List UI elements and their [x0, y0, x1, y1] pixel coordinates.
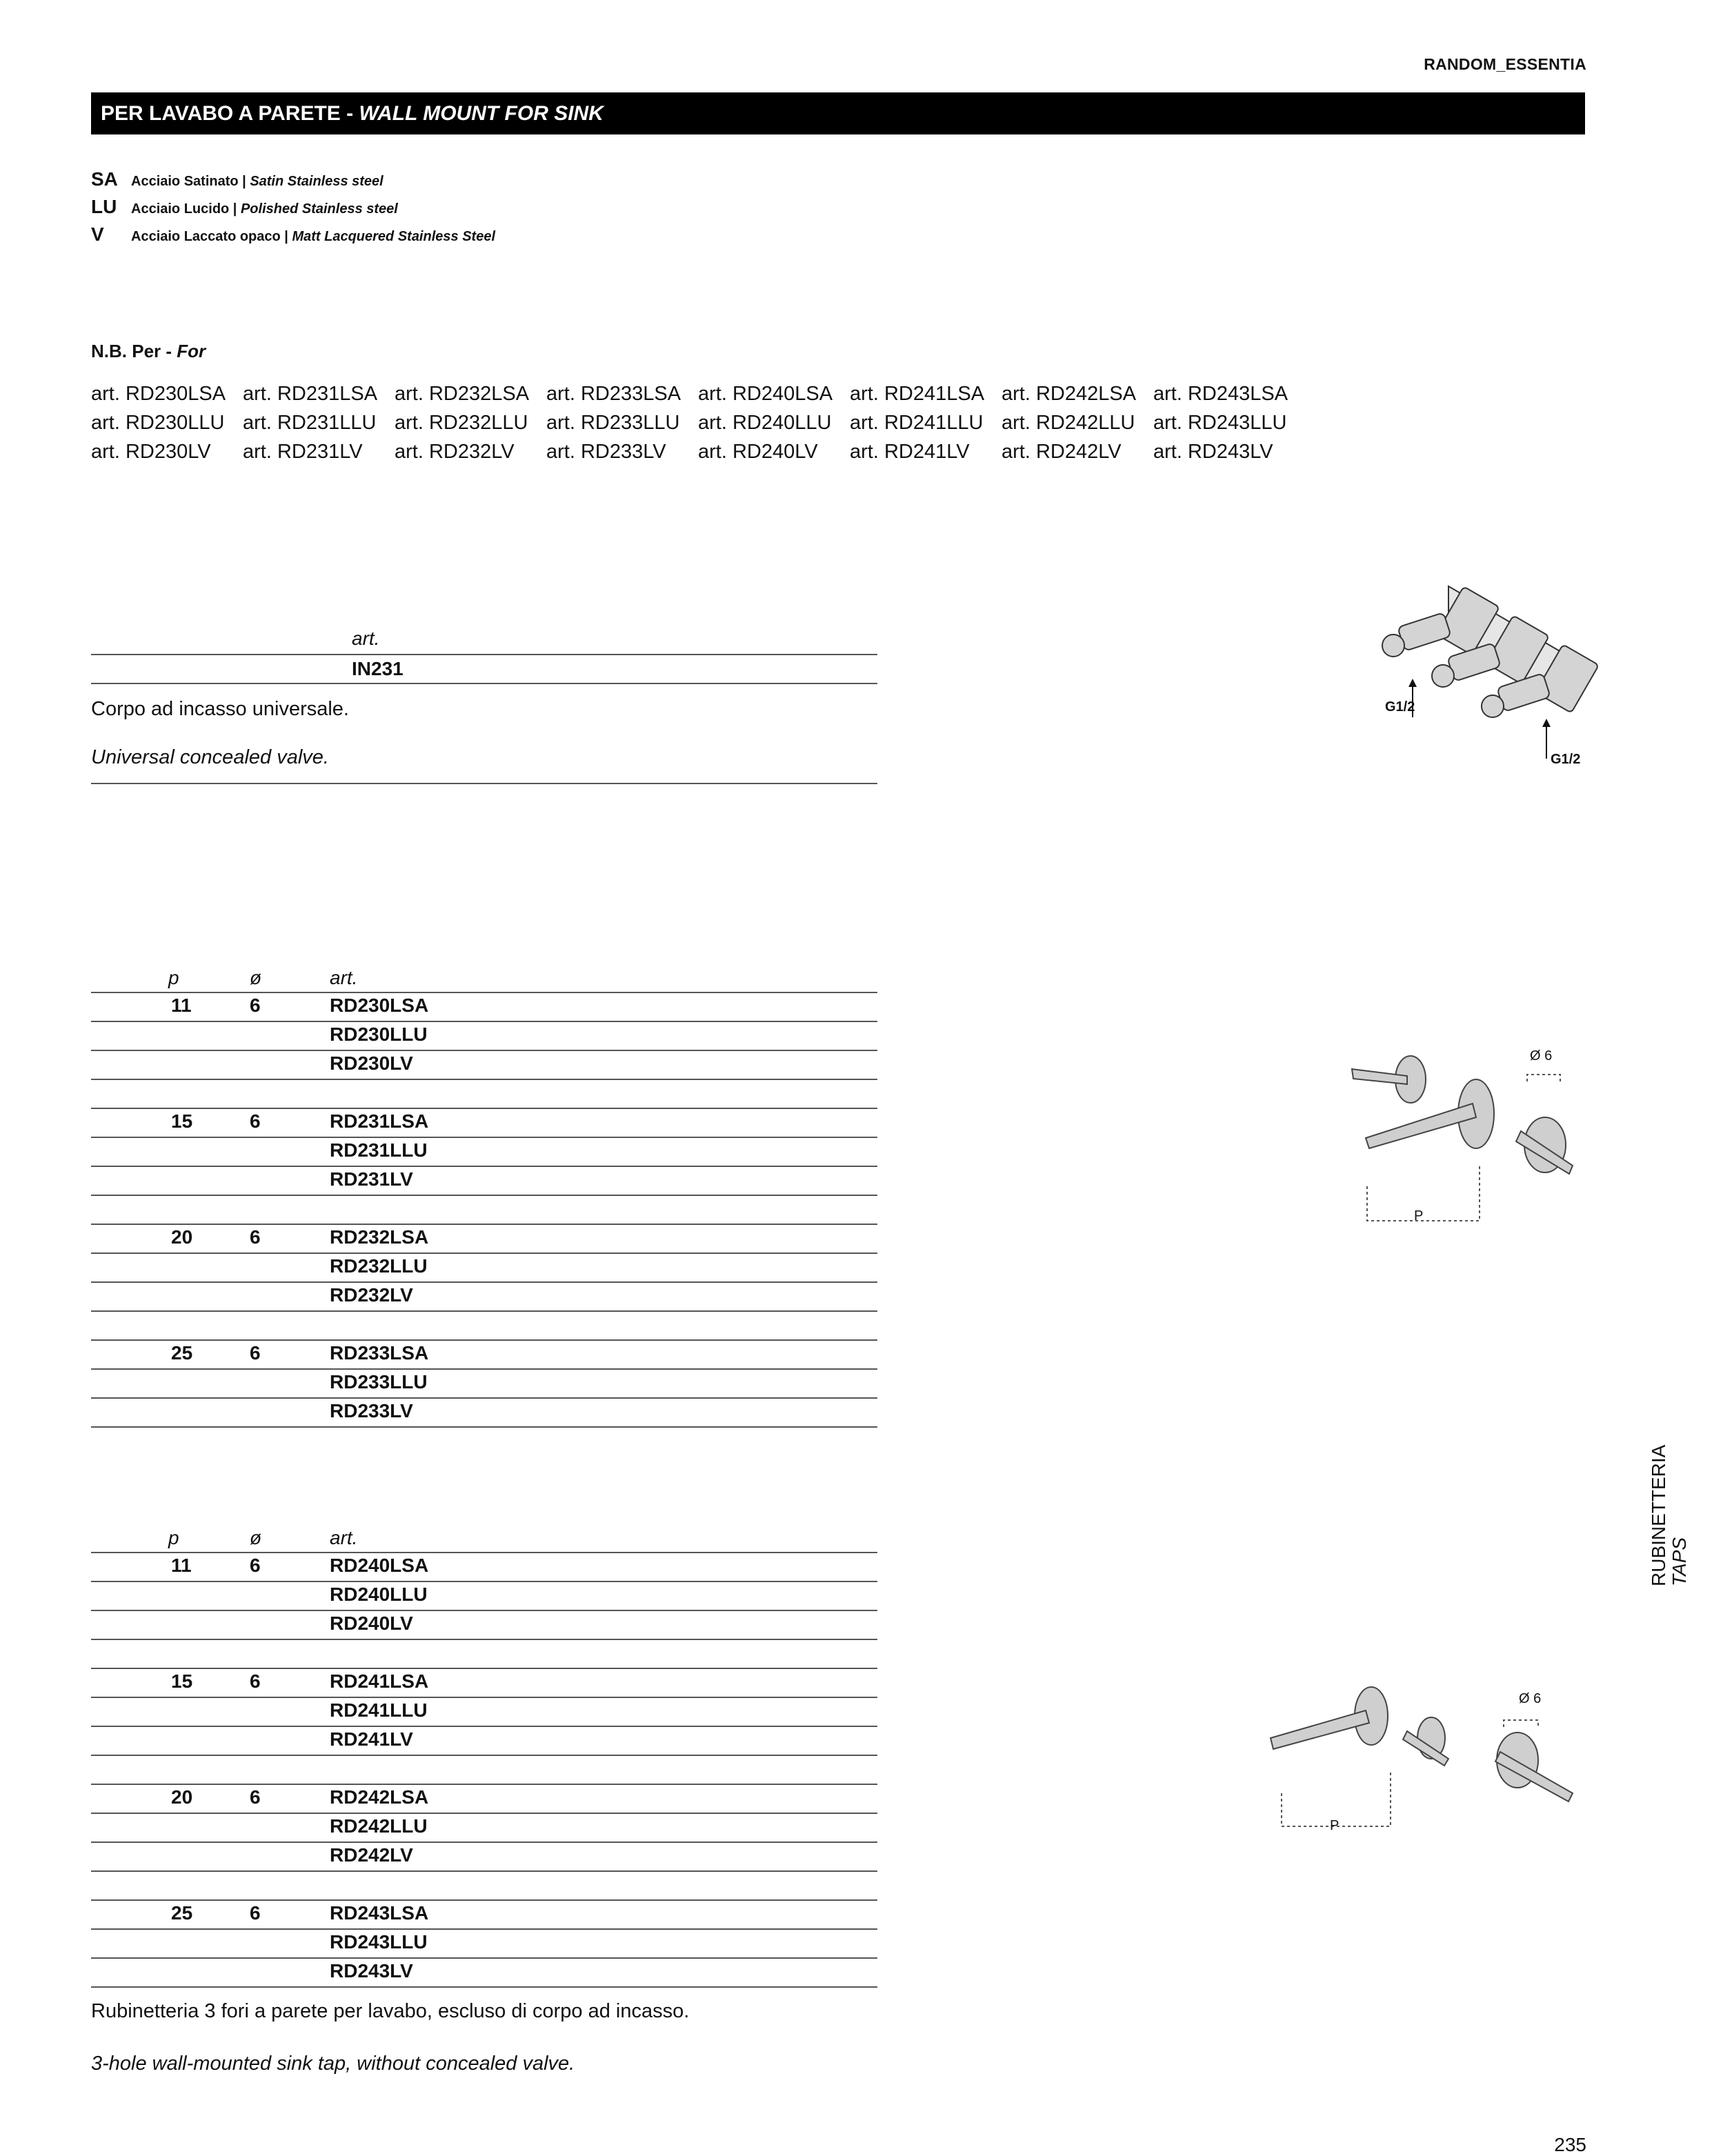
cell-art-code: RD240LV	[330, 1613, 413, 1634]
reference-item: art. RD231LSA	[243, 383, 378, 405]
nb-heading	[91, 341, 206, 362]
finish-desc-it: Acciaio Laccato opaco |	[131, 229, 292, 244]
divider	[91, 992, 877, 993]
cell-diameter: 6	[250, 1555, 261, 1576]
cell-art-code: RD243LV	[330, 1960, 413, 1982]
brand-name: RANDOM_ESSENTIA	[1424, 55, 1586, 73]
reference-item: art. RD232LSA	[395, 383, 530, 405]
reference-item: art. RD243LLU	[1153, 412, 1287, 434]
reference-item: art. RD240LLU	[698, 412, 832, 434]
divider	[91, 1610, 877, 1611]
reference-item: art. RD243LSA	[1153, 383, 1288, 405]
cell-art-code: RD240LLU	[330, 1584, 428, 1605]
finish-row-v	[91, 221, 495, 248]
cell-art-code: RD233LLU	[330, 1371, 428, 1393]
divider	[91, 1899, 877, 1901]
product-desc-en: 3-hole wall-mounted sink tap, without concealed valve.	[91, 2053, 575, 2075]
reference-item: art. RD232LLU	[395, 412, 528, 434]
tap-drawing-2	[1262, 1683, 1593, 1835]
cell-art-code: RD243LLU	[330, 1931, 428, 1953]
finish-desc-en: Satin Stainless steel	[250, 174, 384, 189]
finish-row-lu	[91, 193, 398, 221]
reference-item: art. RD240LSA	[698, 383, 833, 405]
reference-item: art. RD241LLU	[850, 412, 984, 434]
cell-p: 15	[171, 1110, 193, 1132]
divider	[91, 1668, 877, 1669]
finish-code: LU	[91, 196, 117, 217]
finish-desc-it: Acciaio Lucido |	[131, 201, 241, 217]
cell-art-code: RD231LLU	[330, 1139, 428, 1161]
cell-art-code: RD242LLU	[330, 1815, 428, 1837]
divider	[91, 1195, 877, 1196]
reference-item: art. RD243LV	[1153, 441, 1273, 463]
cell-p: 15	[171, 1670, 193, 1692]
product-desc-it: Rubinetteria 3 fori a parete per lavabo, escluso di corpo ad incasso.	[91, 2000, 690, 2022]
concealed-valve-drawing	[1366, 579, 1600, 779]
cell-art-code: RD241LV	[330, 1728, 413, 1750]
finish-desc-it: Acciaio Satinato |	[131, 174, 250, 189]
cell-art-code: RD230LLU	[330, 1024, 428, 1045]
divider	[91, 1368, 877, 1370]
reference-item: art. RD231LV	[243, 441, 363, 463]
divider	[91, 1581, 877, 1582]
finish-desc-en: Matt Lacquered Stainless Steel	[292, 229, 495, 244]
finish-code: SA	[91, 168, 118, 190]
reference-column	[91, 379, 226, 466]
column-header-p: p	[168, 1527, 179, 1548]
cell-p: 11	[171, 995, 192, 1016]
nb-label-en: For	[177, 341, 206, 361]
cell-art-code: RD243LSA	[330, 1902, 429, 1924]
divider	[91, 1050, 877, 1051]
cell-art-code: RD232LLU	[330, 1255, 428, 1277]
divider	[91, 1166, 877, 1167]
cell-diameter: 6	[250, 1226, 261, 1248]
inlet-label-right: G1/2	[1551, 752, 1581, 767]
reference-item: art. RD241LSA	[850, 383, 985, 405]
reference-item: art. RD232LV	[395, 441, 515, 463]
side-label-en: TAPS	[1669, 1537, 1690, 1586]
finish-code: V	[91, 223, 104, 245]
reference-column	[243, 379, 377, 466]
divider	[91, 1697, 877, 1698]
reference-column	[395, 379, 529, 466]
finish-desc-en: Polished Stainless steel	[240, 201, 398, 217]
nb-label: N.B. Per -	[91, 341, 177, 361]
cell-art-code: RD233LSA	[330, 1342, 429, 1364]
valve-desc-en: Universal concealed valve.	[91, 746, 329, 768]
column-header-diameter: ø	[250, 1527, 262, 1548]
reference-item: art. RD230LV	[91, 441, 211, 463]
column-header-diameter: ø	[250, 967, 262, 988]
section-title-en: WALL MOUNT FOR SINK	[359, 102, 604, 125]
cell-art-code: RD231LV	[330, 1168, 413, 1190]
reference-item: art. RD233LLU	[546, 412, 680, 434]
divider	[91, 683, 877, 684]
cell-diameter: 6	[250, 1110, 261, 1132]
column-header-art: art.	[330, 967, 358, 988]
divider	[91, 1928, 877, 1930]
divider	[91, 1813, 877, 1814]
cell-p: 20	[171, 1786, 193, 1808]
cell-art-code: RD240LSA	[330, 1555, 429, 1576]
divider	[91, 1281, 877, 1283]
cell-p: 20	[171, 1226, 193, 1248]
reference-item: art. RD241LV	[850, 441, 970, 463]
divider	[91, 1137, 877, 1138]
cell-art-code: RD230LSA	[330, 995, 429, 1016]
valve-desc-it: Corpo ad incasso universale.	[91, 698, 349, 720]
tap-drawing-1	[1338, 1048, 1600, 1228]
section-title-it: PER LAVABO A PARETE -	[101, 102, 359, 125]
cell-diameter: 6	[250, 1670, 261, 1692]
cell-art-code: RD232LV	[330, 1284, 413, 1306]
reference-column	[1153, 379, 1288, 466]
reference-column	[698, 379, 833, 466]
cell-art-code: RD241LSA	[330, 1670, 429, 1692]
reference-item: art. RD230LSA	[91, 383, 226, 405]
cell-diameter: 6	[250, 1786, 261, 1808]
reference-column	[1002, 379, 1136, 466]
reference-item: art. RD231LLU	[243, 412, 377, 434]
divider	[91, 1841, 877, 1843]
cell-art-code: RD241LLU	[330, 1699, 428, 1721]
divider	[91, 1986, 877, 1988]
divider	[91, 1639, 877, 1640]
finish-row-sa	[91, 166, 384, 193]
column-header-art: art.	[330, 1527, 358, 1548]
cell-diameter: 6	[250, 1342, 261, 1364]
divider	[91, 1021, 877, 1022]
inlet-label-left: G1/2	[1385, 699, 1415, 715]
divider	[91, 1224, 877, 1225]
reference-item: art. RD233LSA	[546, 383, 681, 405]
reference-item: art. RD242LSA	[1002, 383, 1137, 405]
reference-item: art. RD242LV	[1002, 441, 1122, 463]
side-category-label	[1648, 1444, 1704, 1586]
cell-art-code: RD242LV	[330, 1844, 413, 1866]
reference-item: art. RD240LV	[698, 441, 818, 463]
cell-p: 25	[171, 1342, 193, 1364]
reference-column	[546, 379, 681, 466]
divider	[91, 1552, 877, 1553]
divider	[91, 1426, 877, 1428]
divider	[91, 1339, 877, 1341]
cell-art-code: RD233LV	[330, 1400, 413, 1421]
divider	[91, 1310, 877, 1312]
reference-item: art. RD242LLU	[1002, 412, 1135, 434]
divider	[91, 1726, 877, 1727]
cell-art-code: RD242LSA	[330, 1786, 429, 1808]
p-label-1: P	[1414, 1208, 1424, 1224]
divider	[91, 654, 877, 655]
valve-code: IN231	[352, 658, 404, 679]
reference-item: art. RD230LLU	[91, 412, 225, 434]
cell-diameter: 6	[250, 995, 261, 1016]
divider	[91, 783, 877, 784]
divider	[91, 1957, 877, 1959]
section-title-bar	[91, 92, 1585, 134]
divider	[91, 1079, 877, 1080]
p-label-2: P	[1330, 1818, 1339, 1833]
diameter-label-1: Ø 6	[1530, 1048, 1553, 1064]
divider	[91, 1755, 877, 1756]
side-label-it: RUBINETTERIA	[1648, 1444, 1669, 1586]
divider	[91, 1870, 877, 1872]
diameter-label-2: Ø 6	[1519, 1691, 1542, 1706]
cell-p: 11	[171, 1555, 192, 1576]
divider	[91, 1108, 877, 1109]
cell-art-code: RD230LV	[330, 1052, 413, 1074]
divider	[91, 1397, 877, 1399]
divider	[91, 1784, 877, 1785]
divider	[91, 1252, 877, 1254]
cell-p: 25	[171, 1902, 193, 1924]
reference-item: art. RD233LV	[546, 441, 666, 463]
reference-column	[850, 379, 984, 466]
column-header-p: p	[168, 967, 179, 988]
cell-art-code: RD232LSA	[330, 1226, 429, 1248]
cell-diameter: 6	[250, 1902, 261, 1924]
valve-art-label: art.	[352, 628, 380, 649]
cell-art-code: RD231LSA	[330, 1110, 429, 1132]
page-number: 235	[1554, 2134, 1586, 2155]
